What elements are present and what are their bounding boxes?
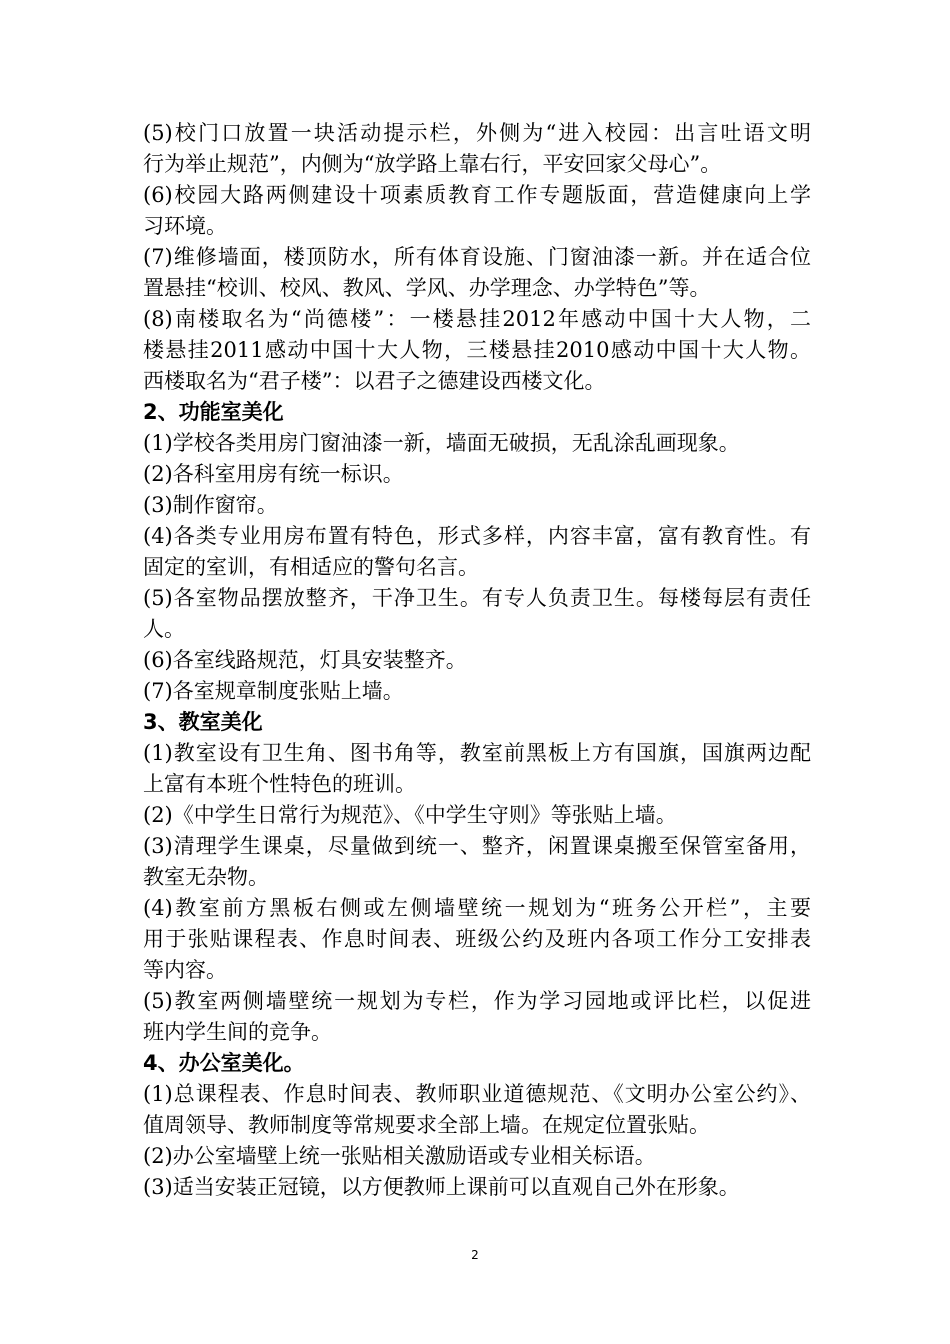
- text-line: (3)适当安装正冠镜，以方便教师上课前可以直观自己外在形象。: [143, 1175, 740, 1199]
- paragraph: [143, 800, 811, 831]
- paragraph: [143, 986, 811, 1048]
- text-line: (2)《中学生日常行为规范》、《中学生守则》等张贴上墙。: [143, 803, 677, 827]
- paragraph: [143, 583, 811, 645]
- text-line: 用于张贴课程表、作息时间表、班级公约及班内各项工作分工安排表: [143, 927, 811, 951]
- paragraph: [143, 521, 811, 583]
- paragraph: [143, 831, 811, 893]
- paragraph: [143, 1141, 811, 1172]
- document-body: [143, 118, 811, 1203]
- text-line: 置悬挂“校训、校风、教风、学风、办学理念、办学特色”等。: [143, 276, 711, 300]
- text-line: (7)各室规章制度张贴上墙。: [143, 679, 404, 703]
- text-line: 班内学生间的竞争。: [143, 1020, 332, 1044]
- paragraph: [143, 1079, 811, 1141]
- text-line: (5)教室两侧墙壁统一规划为专栏，作为学习园地或评比栏，以促进: [143, 989, 811, 1013]
- paragraph: [143, 645, 811, 676]
- section-heading: 2、功能室美化: [143, 400, 284, 424]
- text-line: 习环境。: [143, 214, 227, 238]
- text-line: (6)各室线路规范，灯具安装整齐。: [143, 648, 467, 672]
- text-line: (4)教室前方黑板右侧或左侧墙壁统一规划为“班务公开栏”，主要: [143, 896, 811, 920]
- paragraph: [143, 428, 811, 459]
- paragraph: [143, 304, 811, 397]
- section-heading: 3、教室美化: [143, 710, 263, 734]
- text-line: 上富有本班个性特色的班训。: [143, 772, 416, 796]
- paragraph: [143, 490, 811, 521]
- text-line: (2)各科室用房有统一标识。: [143, 462, 404, 486]
- text-line: (2)办公室墙壁上统一张贴相关激励语或专业相关标语。: [143, 1144, 656, 1168]
- text-line: (1)总课程表、作息时间表、教师职业道德规范、《文明办公室公约》、: [143, 1082, 811, 1106]
- section-heading: 4、办公室美化。: [143, 1051, 305, 1075]
- text-line: (5)各室物品摆放整齐，干净卫生。有专人负责卫生。每楼每层有责任: [143, 586, 811, 610]
- text-line: (7)维修墙面，楼顶防水，所有体育设施、门窗油漆一新。并在适合位: [143, 245, 811, 269]
- paragraph: [143, 459, 811, 490]
- paragraph: [143, 180, 811, 242]
- text-line: (3)制作窗帘。: [143, 493, 278, 517]
- text-line: 人。: [143, 617, 185, 641]
- text-line: (5)校门口放置一块活动提示栏，外侧为“进入校园：出言吐语文明: [143, 121, 811, 145]
- paragraph: [143, 893, 811, 986]
- paragraph: [143, 738, 811, 800]
- text-line: 西楼取名为“君子楼”：以君子之德建设西楼文化。: [143, 369, 606, 393]
- text-line: 楼悬挂2011感动中国十大人物，三楼悬挂2010感动中国十大人物。: [143, 338, 811, 362]
- text-line: (8)南楼取名为“尚德楼”：一楼悬挂2012年感动中国十大人物，二: [143, 307, 811, 331]
- text-line: (6)校园大路两侧建设十项素质教育工作专题版面，营造健康向上学: [143, 183, 811, 207]
- paragraph: [143, 676, 811, 707]
- text-line: (4)各类专业用房布置有特色，形式多样，内容丰富，富有教育性。有: [143, 524, 811, 548]
- paragraph: [143, 118, 811, 180]
- text-line: 值周领导、教师制度等常规要求全部上墙。在规定位置张贴。: [143, 1113, 710, 1137]
- page-number: 2: [471, 1248, 479, 1262]
- text-line: (1)学校各类用房门窗油漆一新，墙面无破损，无乱涂乱画现象。: [143, 431, 740, 455]
- text-line: (3)清理学生课桌，尽量做到统一、整齐，闲置课桌搬至保管室备用，: [143, 834, 811, 858]
- text-line: 行为举止规范”，内侧为“放学路上靠右行，平安回家父母心”。: [143, 152, 722, 176]
- text-line: 教室无杂物。: [143, 865, 269, 889]
- text-line: 等内容。: [143, 958, 227, 982]
- text-line: (1)教室设有卫生角、图书角等，教室前黑板上方有国旗，国旗两边配: [143, 741, 811, 765]
- text-line: 固定的室训，有相适应的警句名言。: [143, 555, 479, 579]
- paragraph: [143, 1172, 811, 1203]
- paragraph: [143, 242, 811, 304]
